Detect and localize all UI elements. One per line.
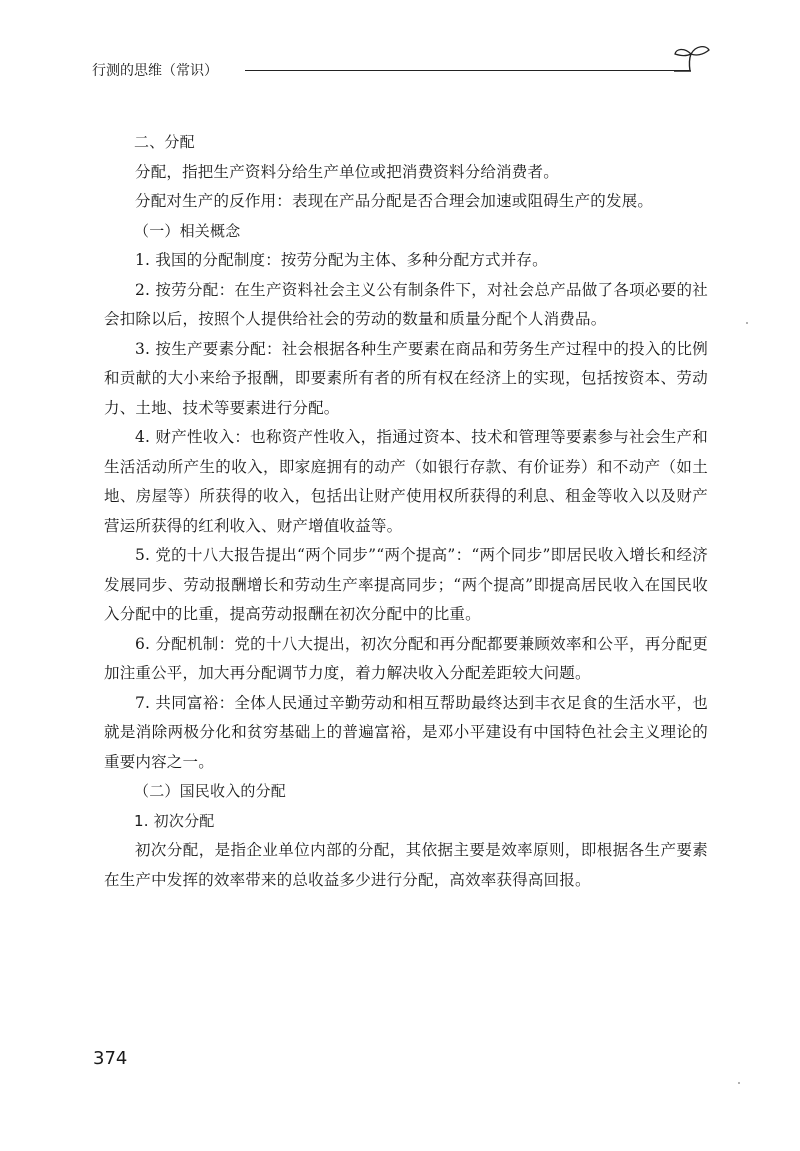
subsection-title-concepts: （一）相关概念 <box>134 221 241 240</box>
list-item: 3. 按生产要素分配：社会根据各种生产要素在商品和劳务生产过程中的投入的比例和贡献的大小来给予报酬，即要素所有者的所有权在经济上的实现，包括按资本、劳动力、土地、技术等要素进行分配。 <box>104 339 708 417</box>
page-number: 374 <box>93 1048 128 1069</box>
list-item: 5. 党的十八大报告提出“两个同步”“两个提高”：“两个同步”即居民收入增长和经济发展同步、劳动报酬增长和劳动生产率提高同步；“两个提高”即提高居民收入在国民收入分配中的比重，提高劳动报酬在初次分配中的比重。 <box>104 546 708 623</box>
paragraph-initial-distribution: 初次分配，是指企业单位内部的分配，其依据主要是效率原则，即根据各生产要素在生产中发挥的效率带来的总收益多少进行分配，高效率获得高回报。 <box>104 841 708 889</box>
section-title: 二、分配 <box>134 133 195 151</box>
page-header <box>0 0 800 90</box>
paragraph-definition: 分配，指把生产资料分给生产单位或把消费资料分给消费者。 <box>135 162 559 181</box>
list-item: 1. 我国的分配制度：按劳分配为主体、多种分配方式并存。 <box>135 251 548 269</box>
item-title-initial-distribution: 1. 初次分配 <box>134 811 215 830</box>
header-rule <box>245 70 690 71</box>
running-title: 行测的思维（常识） <box>92 63 218 79</box>
list-item: 2. 按劳分配：在生产资料社会主义公有制条件下，对社会总产品做了各项必要的社会扣除以后，按照个人提供给社会的劳动的数量和质量分配个人消费品。 <box>104 280 708 328</box>
scan-speck <box>738 1082 740 1084</box>
list-item: 6. 分配机制：党的十八大提出，初次分配和再分配都要兼顾效率和公平，再分配更加注重公平，加大再分配调节力度，着力解决收入分配差距较大问题。 <box>104 634 708 682</box>
sprout-icon <box>672 42 712 76</box>
scan-speck <box>746 322 748 324</box>
paragraph-reaction: 分配对生产的反作用：表现在产品分配是否合理会加速或阻碍生产的发展。 <box>135 192 654 210</box>
list-item: 4. 财产性收入：也称资产性收入，指通过资本、技术和管理等要素参与社会生产和生活活动所产生的收入，即家庭拥有的动产（如银行存款、有价证券）和不动产（如土地、房屋等）所获得的收入，包括出让财产使用权所获得的利息、租金等收入以及财产营运所获得的红利收入、财产增值收益等。 <box>104 428 708 535</box>
list-item: 7. 共同富裕：全体人民通过辛勤劳动和相互帮助最终达到丰衣足食的生活水平，也就是消除两极分化和贫穷基础上的普遍富裕，是邓小平建设有中国特色社会主义理论的重要内容之一。 <box>104 693 708 771</box>
subsection-title-national-income: （二）国民收入的分配 <box>134 782 287 800</box>
page-body <box>104 128 708 895</box>
